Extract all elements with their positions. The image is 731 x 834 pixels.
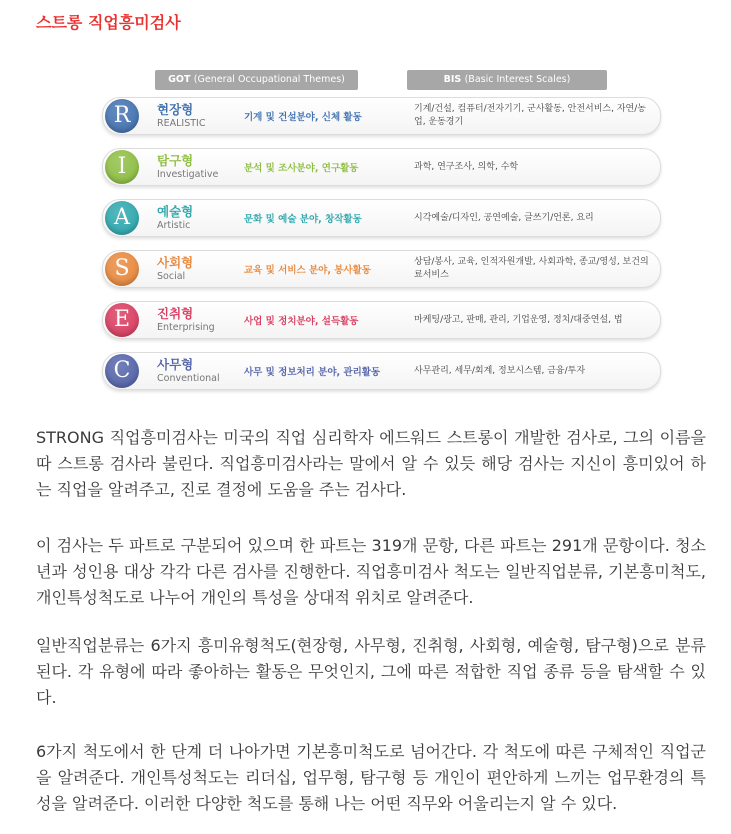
type-got-text: 사업 및 정치분야, 설득활동 <box>244 316 359 327</box>
type-bis-text: 상담/봉사, 교육, 인적자원개발, 사회과학, 종교/영성, 보건의료서비스 <box>414 257 649 280</box>
got-header-sub: (General Occupational Themes) <box>193 74 345 85</box>
strong-types-figure <box>102 66 664 400</box>
type-letter-badge: R <box>105 99 139 133</box>
type-name-en: Investigative <box>157 169 219 180</box>
type-name-ko: 진취형 <box>157 306 194 321</box>
type-name-ko: 사무형 <box>157 357 194 372</box>
got-header-label: GOT <box>168 74 191 85</box>
type-bis-text: 마케팅/광고, 판매, 관리, 기업운영, 정치/대중연설, 법 <box>414 314 623 325</box>
paragraph-3: 일반직업분류는 6가지 흥미유형척도(현장형, 사무형, 진취형, 사회형, 예술형, 탐구형)으로 분류된다. 각 유형에 따라 좋아하는 활동은 무엇인지, 그에 따른 적합한 직업 종류 등을 탐색할 수 있다. <box>36 636 706 707</box>
type-bis-text: 시각예술/디자인, 공연예술, 글쓰기/언론, 요리 <box>414 212 594 223</box>
type-name-ko: 예술형 <box>157 204 194 219</box>
type-got-text: 사무 및 정보처리 분야, 관리활동 <box>244 367 381 378</box>
type-name-ko: 현장형 <box>157 102 194 117</box>
type-row <box>102 148 661 186</box>
type-bis-text: 기계/건설, 컴퓨터/전자기기, 군사활동, 안전서비스, 자연/농업, 운동경기 <box>414 104 646 127</box>
type-bis-text: 과학, 연구조사, 의학, 수학 <box>414 161 519 172</box>
type-name-en: Social <box>157 271 186 282</box>
type-letter-badge: E <box>105 303 139 337</box>
type-got-text: 기계 및 건설분야, 신체 활동 <box>244 112 362 123</box>
type-name-en: Conventional <box>157 373 220 384</box>
type-row <box>102 250 661 288</box>
type-row <box>102 97 661 135</box>
type-row <box>102 352 661 390</box>
bis-header-label: BIS <box>443 74 462 85</box>
type-name-ko: 탐구형 <box>157 153 194 168</box>
page-title: 스트롱 직업흥미검사 <box>36 13 181 32</box>
type-row <box>102 301 661 339</box>
type-bis-text: 사무관리, 세무/회계, 정보시스템, 금융/투자 <box>414 365 586 376</box>
paragraph-1: STRONG 직업흥미검사는 미국의 직업 심리학자 에드워드 스트롱이 개발한 검사로, 그의 이름을 따 스트롱 검사라 불린다. 직업흥미검사라는 말에서 알 수 있듯 해당 검사는 지신이 흥미있어 하는 직업을 알려주고, 진로 결정에 도움을 주는 검사다. <box>36 428 706 499</box>
type-name-en: REALISTIC <box>157 118 206 129</box>
type-got-text: 교육 및 서비스 분야, 봉사활동 <box>244 265 371 276</box>
type-letter-badge: I <box>105 150 139 184</box>
type-got-text: 분석 및 조사분야, 연구활동 <box>244 163 359 174</box>
type-name-en: Artistic <box>157 220 191 231</box>
paragraph-2: 이 검사는 두 파트로 구분되어 있으며 한 파트는 319개 문항, 다른 파트는 291개 문항이다. 청소년과 성인용 대상 각각 다른 검사를 진행한다. 직업흥미검사 척도는 일반직업분류, 기본흥미척도, 개인특성척도로 나누어 개인의 특성을 상대적 위치로 알려준다. <box>36 536 706 607</box>
type-name-ko: 사회형 <box>157 255 194 270</box>
type-got-text: 문화 및 예술 분야, 창작활동 <box>244 214 362 225</box>
type-letter-badge: C <box>105 354 139 388</box>
bis-header-sub: (Basic Interest Scales) <box>464 74 571 85</box>
paragraph-4: 6가지 척도에서 한 단계 더 나아가면 기본흥미척도로 넘어간다. 각 척도에 따른 구체적인 직업군을 알려준다. 개인특성척도는 리더십, 업무형, 탐구형 등 개인이 편안하게 느끼는 업무환경의 특성을 알려준다. 이러한 다양한 척도를 통해 나는 어떤 직무와 어울리는지 알 수 있다. <box>36 742 706 813</box>
type-name-en: Enterprising <box>157 322 215 333</box>
bis-header <box>407 70 607 90</box>
type-letter-badge: A <box>105 201 139 235</box>
got-header <box>155 70 358 90</box>
type-row <box>102 199 661 237</box>
type-letter-badge: S <box>105 252 139 286</box>
